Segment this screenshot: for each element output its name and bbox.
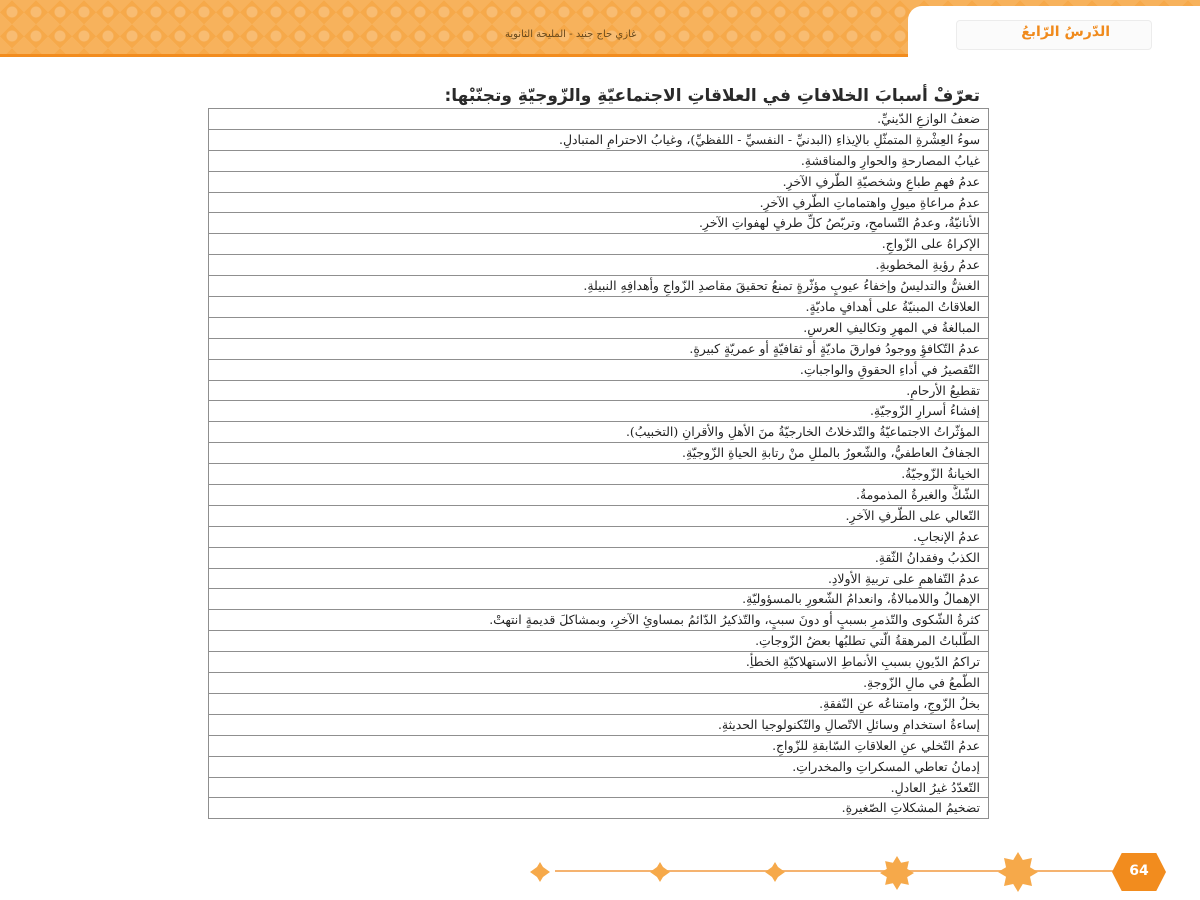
table-row: الإهمالُ واللامبالاةُ، وانعدامُ الشّعورِ بالمسؤوليّةِ. xyxy=(209,589,988,610)
table-row: بخلُ الزّوجِ، وامتناعُه عنِ النّفقةِ. xyxy=(209,694,988,715)
table-row: الخيانةُ الزّوجيّةُ. xyxy=(209,464,988,485)
ornament-star-1 xyxy=(880,856,914,890)
table-row: عدمُ مراعاةِ ميولِ واهتماماتِ الطّرفِ الآخرِ. xyxy=(209,193,988,214)
table-row: الأنانيّةُ، وعدمُ التّسامحِ، وتربّصُ كلِّ طرفٍ لهفواتِ الآخرِ. xyxy=(209,213,988,234)
table-row: كثرةُ الشّكوى والتّذمرِ بسببٍ أو دونَ سببٍ، والتّذكيرُ الدّائمُ بمساوئِ الآخرِ، وبمشاكلَ قديمةٍ انتهتْ. xyxy=(209,610,988,631)
table-row: الشّكُّ والغيرةُ المذمومةُ. xyxy=(209,485,988,506)
table-row: تضخيمُ المشكلاتِ الصّغيرةِ. xyxy=(209,798,988,819)
table-row: المؤثّراتُ الاجتماعيّةُ والتّدخلاتُ الخارجيّةُ منَ الأهلِ والأقرانِ (التخبيبُ). xyxy=(209,422,988,443)
ornament-small-1 xyxy=(530,862,550,882)
table-row: عدمُ فهمِ طباعِ وشخصيّةِ الطّرفِ الآخرِ. xyxy=(209,172,988,193)
table-row: تقطيعُ الأرحامِ. xyxy=(209,381,988,402)
table-row: الطّلباتُ المرهقةُ الّتي تطلبُها بعضُ الزّوجاتِ. xyxy=(209,631,988,652)
ornament-small-2 xyxy=(650,862,670,882)
table-row: غيابُ المصارحةِ والحوارِ والمناقشةِ. xyxy=(209,151,988,172)
table-row: إفشاءُ أسرارِ الزّوجيّةِ. xyxy=(209,401,988,422)
author-label: غازي حاج جنيد - المليحة الثانوية xyxy=(505,29,637,40)
lesson-tab xyxy=(908,6,1200,60)
table-row: التّعدّدُ غيرُ العادلِ. xyxy=(209,778,988,799)
ornament-star-2 xyxy=(998,852,1038,892)
table-row: العلاقاتُ المبنيّةُ على أهدافٍ ماديّةٍ. xyxy=(209,297,988,318)
table-row: عدمُ رؤيةِ المخطوبةِ. xyxy=(209,255,988,276)
page-heading: تعرّفْ أسبابَ الخلافاتِ في العلاقاتِ الاجتماعيّةِ والزّوجيّةِ وتجنّبْها: xyxy=(444,86,980,106)
table-row: سوءُ العِشْرةِ المتمثّلِ بالإيذاءِ (البدنيِّ - النفسيِّ - اللفظيِّ)، وغيابُ الاحترامِ المتبادلِ. xyxy=(209,130,988,151)
table-row: إساءةُ استخدامِ وسائلِ الاتّصالِ والتّكنولوجيا الحديثةِ. xyxy=(209,715,988,736)
table-row: الغشُّ والتدليسُ وإخفاءُ عيوبٍ مؤثّرةٍ تمنعُ تحقيقَ مقاصدِ الزّواجِ وأهدافِهِ النبيلةِ. xyxy=(209,276,988,297)
table-row: ضعفُ الوازعِ الدّينيِّ. xyxy=(209,109,988,130)
ornament-small-3 xyxy=(765,862,785,882)
table-row: عدمُ الإنجابِ. xyxy=(209,527,988,548)
table-row: التّعالي على الطّرفِ الآخرِ. xyxy=(209,506,988,527)
table-row: عدمُ التّكافؤِ ووجودُ فوارقَ ماديّةٍ أو ثقافيّةٍ أو عمريّةٍ كبيرةٍ. xyxy=(209,339,988,360)
page-number: 64 xyxy=(1129,863,1149,879)
table-row: عدمُ التّفاهمِ على تربيةِ الأولادِ. xyxy=(209,569,988,590)
reasons-table xyxy=(208,108,989,819)
table-row: التّقصيرُ في أداءِ الحقوقِ والواجباتِ. xyxy=(209,360,988,381)
table-row: تراكمُ الدّيونِ بسببِ الأنماطِ الاستهلاكيّةِ الخطأِ. xyxy=(209,652,988,673)
table-row: إدمانُ تعاطي المسكراتِ والمخدراتِ. xyxy=(209,757,988,778)
table-row: الإكراهُ على الزّواجِ. xyxy=(209,234,988,255)
table-row: الطّمعُ في مالِ الزّوجةِ. xyxy=(209,673,988,694)
table-row: المبالغةُ في المهرِ وتكاليفِ العرسِ. xyxy=(209,318,988,339)
lesson-title: الدّرسُ الرّابعُ xyxy=(1021,24,1110,40)
table-row: عدمُ التّخلي عنِ العلاقاتِ السّابقةِ للزّواجِ. xyxy=(209,736,988,757)
table-row: الكذبُ وفقدانُ الثّقةِ. xyxy=(209,548,988,569)
table-row: الجفافُ العاطفيُّ، والشّعورُ بالمللِ منْ رتابةِ الحياةِ الزّوجيّةِ. xyxy=(209,443,988,464)
